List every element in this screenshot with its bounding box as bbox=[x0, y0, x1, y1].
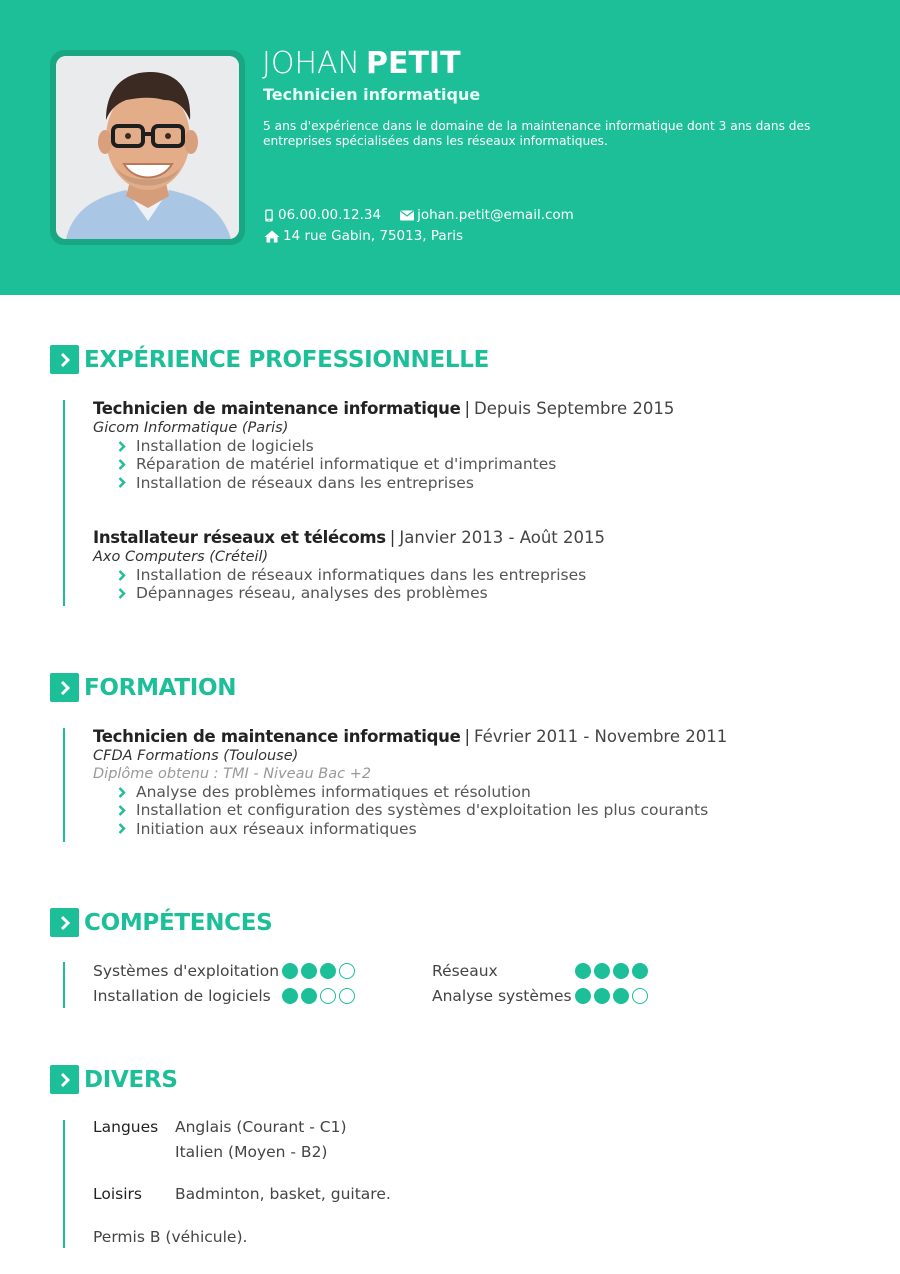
list-item: Installation de logiciels bbox=[115, 437, 873, 455]
section-title-experience bbox=[50, 345, 489, 374]
section-label-education: FORMATION bbox=[84, 674, 237, 701]
skill-rating bbox=[575, 988, 648, 1004]
skill-name: Systèmes d'exploitation bbox=[93, 962, 280, 980]
profile-summary: 5 ans d'expérience dans le domaine de la maintenance informatique dont 3 ans dans des entreprises spécialisées dans les réseaux informatiques. bbox=[263, 119, 811, 148]
entry-header bbox=[93, 399, 873, 419]
mobile-phone-icon bbox=[263, 208, 275, 222]
entry-task-list bbox=[115, 783, 873, 838]
chevron-right-icon bbox=[115, 823, 129, 834]
chevron-right-icon bbox=[115, 805, 129, 816]
entry-separator: | bbox=[464, 399, 471, 418]
header-banner bbox=[0, 0, 900, 295]
entry-diploma: Diplôme obtenu : TMI - Niveau Bac +2 bbox=[93, 766, 372, 782]
job-title: Technicien informatique bbox=[263, 85, 481, 104]
rating-dot-filled bbox=[301, 988, 317, 1004]
chevron-right-icon bbox=[115, 787, 129, 798]
entry-role: Installateur réseaux et télécoms bbox=[93, 528, 386, 547]
entry-role: Technicien de maintenance informatique bbox=[93, 399, 461, 418]
entry-role: Technicien de maintenance informatique bbox=[93, 727, 461, 746]
list-item: Installation de réseaux informatiques dans les entreprises bbox=[115, 566, 873, 584]
entry-organization: Axo Computers (Créteil) bbox=[93, 549, 269, 565]
last-name: PETIT bbox=[365, 46, 461, 81]
rating-dot-filled bbox=[594, 988, 610, 1004]
experience-entry-2 bbox=[93, 528, 873, 603]
language-item: Italien (Moyen - B2) bbox=[175, 1143, 328, 1161]
languages-label: Langues bbox=[93, 1118, 159, 1136]
section-divider-bar bbox=[63, 400, 65, 606]
rating-dot-empty bbox=[632, 988, 648, 1004]
contact-line-address bbox=[263, 228, 463, 244]
section-title-misc bbox=[50, 1065, 178, 1094]
entry-task-list bbox=[115, 437, 873, 492]
chevron-right-icon bbox=[115, 570, 129, 581]
rating-dot-empty bbox=[320, 988, 336, 1004]
list-item: Analyse des problèmes informatiques et résolution bbox=[115, 783, 873, 801]
skill-rating bbox=[282, 988, 355, 1004]
email-address[interactable]: johan.petit@email.com bbox=[417, 207, 574, 223]
driving-license: Permis B (véhicule). bbox=[93, 1228, 248, 1246]
list-item: Dépannages réseau, analyses des problèmes bbox=[115, 584, 873, 602]
entry-separator: | bbox=[464, 727, 471, 746]
section-divider-bar bbox=[63, 1120, 65, 1248]
skill-name: Réseaux bbox=[432, 962, 498, 980]
section-label-experience: EXPÉRIENCE PROFESSIONNELLE bbox=[84, 346, 490, 373]
skill-rating bbox=[575, 963, 648, 979]
postal-address: 14 rue Gabin, 75013, Paris bbox=[283, 228, 464, 244]
entry-task-list bbox=[115, 566, 873, 603]
envelope-icon bbox=[399, 208, 414, 222]
chevron-right-icon bbox=[50, 673, 79, 702]
entry-date: Janvier 2013 - Août 2015 bbox=[399, 528, 605, 547]
section-title-skills bbox=[50, 908, 272, 937]
profile-photo-frame bbox=[50, 50, 245, 245]
rating-dot-filled bbox=[575, 963, 591, 979]
hobbies-value: Badminton, basket, guitare. bbox=[175, 1185, 391, 1203]
hobbies-label: Loisirs bbox=[93, 1185, 142, 1203]
profile-photo bbox=[56, 56, 239, 239]
entry-organization: CFDA Formations (Toulouse) bbox=[93, 748, 299, 764]
chevron-right-icon bbox=[115, 477, 129, 488]
skill-name: Installation de logiciels bbox=[93, 987, 271, 1005]
list-item: Initiation aux réseaux informatiques bbox=[115, 820, 873, 838]
rating-dot-filled bbox=[613, 988, 629, 1004]
section-divider-bar bbox=[63, 962, 65, 1008]
section-title-education bbox=[50, 673, 236, 702]
list-item: Installation et configuration des systèmes d'exploitation les plus courants bbox=[115, 801, 873, 819]
entry-header bbox=[93, 528, 873, 548]
rating-dot-empty bbox=[339, 963, 355, 979]
chevron-right-icon bbox=[50, 908, 79, 937]
rating-dot-empty bbox=[339, 988, 355, 1004]
skill-name: Analyse systèmes bbox=[432, 987, 572, 1005]
chevron-right-icon bbox=[50, 345, 79, 374]
rating-dot-filled bbox=[320, 963, 336, 979]
section-label-misc: DIVERS bbox=[84, 1066, 178, 1093]
section-label-skills: COMPÉTENCES bbox=[84, 909, 273, 936]
rating-dot-filled bbox=[613, 963, 629, 979]
language-item: Anglais (Courant - C1) bbox=[175, 1118, 347, 1136]
entry-date: Depuis Septembre 2015 bbox=[474, 399, 675, 418]
candidate-name bbox=[262, 46, 461, 81]
skill-rating bbox=[282, 963, 355, 979]
rating-dot-filled bbox=[282, 988, 298, 1004]
chevron-right-icon bbox=[115, 459, 129, 470]
phone-number[interactable]: 06.00.00.12.34 bbox=[278, 207, 382, 223]
chevron-right-icon bbox=[115, 588, 129, 599]
contact-line-primary bbox=[263, 207, 574, 223]
education-entry-1 bbox=[93, 727, 873, 838]
home-icon bbox=[263, 229, 280, 243]
rating-dot-filled bbox=[575, 988, 591, 1004]
rating-dot-filled bbox=[301, 963, 317, 979]
section-divider-bar bbox=[63, 728, 65, 842]
entry-separator: | bbox=[389, 528, 396, 547]
chevron-right-icon bbox=[50, 1065, 79, 1094]
rating-dot-filled bbox=[282, 963, 298, 979]
chevron-right-icon bbox=[115, 441, 129, 452]
list-item: Installation de réseaux dans les entreprises bbox=[115, 474, 873, 492]
entry-date: Février 2011 - Novembre 2011 bbox=[474, 727, 728, 746]
entry-header bbox=[93, 727, 873, 747]
experience-entry-1 bbox=[93, 399, 873, 492]
rating-dot-filled bbox=[594, 963, 610, 979]
first-name: JOHAN bbox=[262, 46, 360, 81]
entry-organization: Gicom Informatique (Paris) bbox=[93, 420, 289, 436]
list-item: Réparation de matériel informatique et d'imprimantes bbox=[115, 455, 873, 473]
rating-dot-filled bbox=[632, 963, 648, 979]
